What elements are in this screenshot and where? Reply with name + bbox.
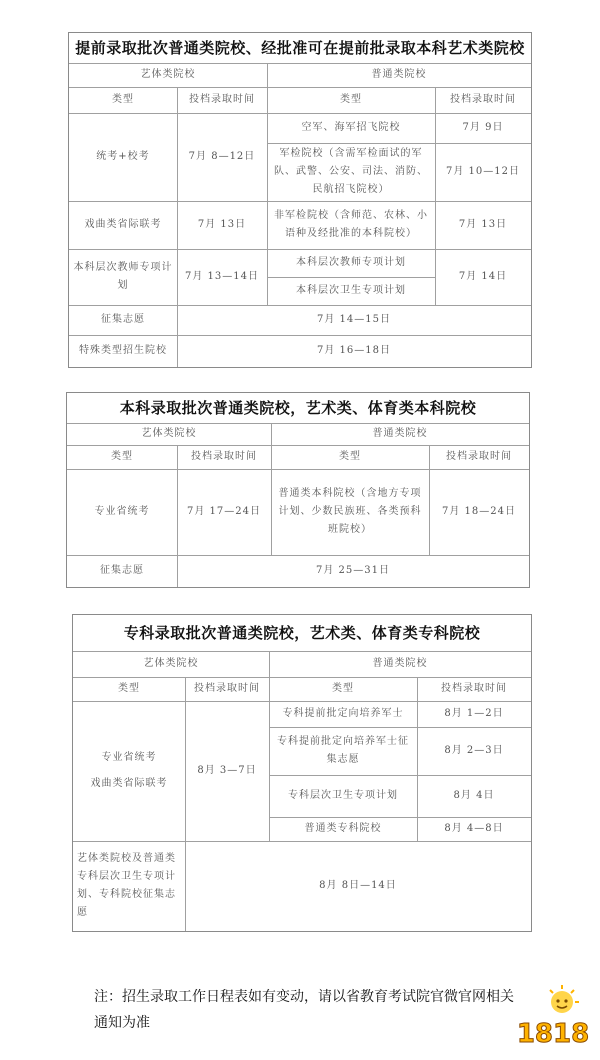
art-type-line: 专业省统考 bbox=[101, 752, 157, 763]
general-time: 8月 4日 bbox=[453, 790, 495, 801]
general-type: 专科层次卫生专项计划 bbox=[288, 790, 398, 801]
last-time: 8月 8日—14日 bbox=[319, 880, 397, 891]
general-time: 7月 18—24日 bbox=[442, 506, 516, 517]
footnote: 注：招生录取工作日程表如有变动，请以省教育考试院官微官网相关通知为准 bbox=[94, 989, 514, 1031]
site-logo bbox=[512, 982, 594, 1052]
general-time: 7月 14日 bbox=[458, 271, 508, 282]
general-type: 专科提前批定向培养军士 bbox=[282, 708, 404, 719]
zhengji-label: 征集志愿 bbox=[101, 314, 145, 325]
col-time: 投档录取时间 bbox=[189, 94, 255, 105]
art-type: 本科层次教师专项计划 bbox=[73, 262, 173, 291]
col-time: 投档录取时间 bbox=[446, 451, 512, 462]
general-type: 本科层次卫生专项计划 bbox=[296, 285, 406, 296]
last-type: 艺体类院校及普通类专科层次卫生专项计划、专科院校征集志愿 bbox=[77, 853, 176, 918]
general-type: 专科提前批定向培养军士征集志愿 bbox=[277, 736, 409, 765]
general-type: 本科层次教师专项计划 bbox=[296, 257, 406, 268]
col-type: 类型 bbox=[112, 94, 134, 105]
art-type: 专业省统考 bbox=[94, 506, 150, 517]
art-header: 艺体类院校 bbox=[140, 69, 196, 80]
general-time: 7月 10—12日 bbox=[446, 166, 520, 177]
art-time: 7月 8—12日 bbox=[188, 151, 256, 162]
col-time: 投档录取时间 bbox=[450, 94, 516, 105]
col-type: 类型 bbox=[339, 451, 361, 462]
col-time: 投档录取时间 bbox=[194, 683, 260, 694]
general-time: 8月 1—2日 bbox=[444, 708, 504, 719]
general-type: 普通类专科院校 bbox=[304, 823, 382, 834]
general-type: 军检院校（含需军检面试的军队、武警、公安、司法、消防、民航招飞院校） bbox=[274, 148, 428, 195]
table-title: 专科录取批次普通类院校，艺术类、体育类专科院校 bbox=[123, 624, 481, 642]
general-time: 7月 9日 bbox=[462, 122, 504, 133]
art-time: 8月 3—7日 bbox=[197, 765, 257, 776]
col-type: 类型 bbox=[118, 683, 140, 694]
art-type bbox=[73, 701, 185, 841]
logo-graphic bbox=[512, 982, 594, 1052]
art-header: 艺体类院校 bbox=[143, 658, 199, 669]
table-advance-batch bbox=[68, 32, 532, 368]
col-time: 投档录取时间 bbox=[441, 683, 507, 694]
zhengji-label: 征集志愿 bbox=[100, 565, 144, 576]
general-header: 普通类院校 bbox=[372, 658, 428, 669]
general-time: 7月 13日 bbox=[458, 219, 508, 230]
col-type: 类型 bbox=[332, 683, 354, 694]
general-type: 非军检院校（含师范、农林、小语种及经批准的本科院校） bbox=[274, 210, 428, 239]
zhengji-time: 7月 14—15日 bbox=[317, 314, 391, 325]
general-header: 普通类院校 bbox=[371, 69, 427, 80]
art-time: 7月 13日 bbox=[197, 219, 247, 230]
general-header: 普通类院校 bbox=[372, 428, 428, 439]
art-header: 艺体类院校 bbox=[141, 428, 197, 439]
special-label: 特殊类型招生院校 bbox=[79, 345, 167, 356]
col-time: 投档录取时间 bbox=[191, 451, 257, 462]
art-type: 戏曲类省际联考 bbox=[84, 219, 162, 230]
logo-text: 1818 bbox=[516, 1019, 590, 1049]
art-time: 7月 17—24日 bbox=[187, 506, 261, 517]
zhengji-time: 7月 25—31日 bbox=[316, 565, 390, 576]
art-type: 统考+校考 bbox=[96, 151, 150, 162]
table-title: 提前录取批次普通类院校、经批准可在提前批录取本科艺术类院校 bbox=[75, 39, 525, 57]
special-time: 7月 16—18日 bbox=[317, 345, 391, 356]
general-time: 8月 4—8日 bbox=[444, 823, 504, 834]
table-title: 本科录取批次普通类院校，艺术类、体育类本科院校 bbox=[119, 399, 477, 417]
table-vocational-batch bbox=[72, 614, 532, 932]
art-type-line: 戏曲类省际联考 bbox=[90, 778, 168, 789]
art-time: 7月 13—14日 bbox=[185, 271, 259, 282]
general-type: 空军、海军招飞院校 bbox=[301, 122, 401, 133]
col-type: 类型 bbox=[340, 94, 362, 105]
general-type: 普通类本科院校（含地方专项计划、少数民族班、各类预科班院校） bbox=[278, 488, 422, 535]
col-type: 类型 bbox=[111, 451, 133, 462]
table-undergrad-batch bbox=[66, 392, 530, 588]
general-time: 8月 2—3日 bbox=[444, 745, 504, 756]
